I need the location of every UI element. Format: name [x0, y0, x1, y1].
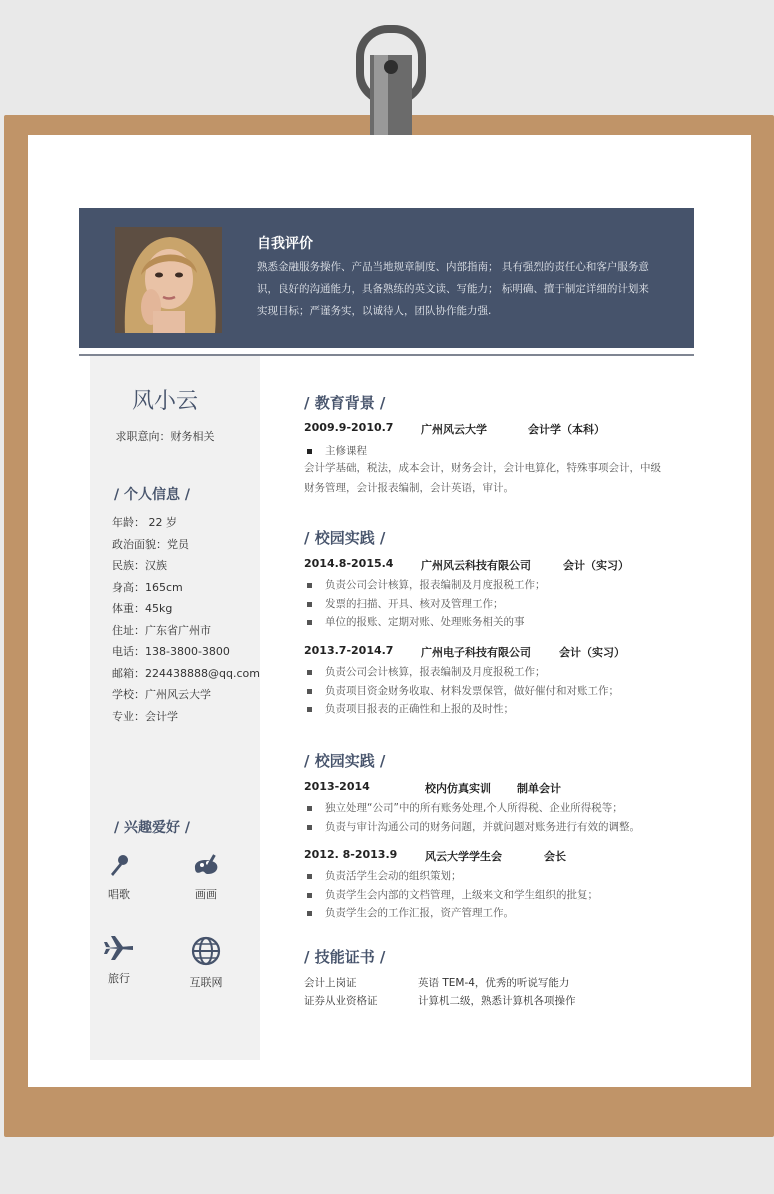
hobby-label: 旅行	[108, 972, 130, 985]
hobby-singing	[89, 852, 149, 902]
skill-left: 会计上岗证	[304, 977, 357, 989]
globe-icon	[191, 936, 221, 966]
profile-photo	[115, 227, 222, 333]
entry-period: 2013.7-2014.7	[304, 644, 394, 657]
info-age: 年龄： 22 岁	[112, 516, 177, 529]
airplane-icon	[103, 934, 135, 962]
info-address: 住址：广东省广州市	[112, 623, 211, 637]
hobby-label: 唱歌	[108, 888, 130, 901]
education-school: 广州风云大学	[421, 423, 487, 436]
job-intent: 求职意向：财务相关	[115, 430, 215, 443]
skill-row	[304, 974, 570, 992]
bullet-item: 独立处理“公司”中的所有账务处理,个人所得税、企业所得税等；	[304, 799, 640, 818]
campus-entry-bullets	[304, 867, 598, 923]
bullet-item: 负责与审计沟通公司的财务问题，并就问题对账务进行有效的调整。	[304, 818, 640, 837]
bullet-item: 负责活学生会动的组织策划；	[304, 867, 598, 886]
education-courses: 会计学基础，税法，成本会计，财务会计，会计电算化，特殊事项会计，中级财务管理，会计报表编制，会计英语，审计。	[304, 462, 661, 494]
education-period: 2009.9-2010.7	[304, 421, 394, 434]
entry-period: 2014.8-2015.4	[304, 557, 394, 570]
entry-role: 会计（实习）	[559, 646, 625, 659]
skills-list	[304, 974, 576, 1010]
entry-org: 风云大学学生会	[425, 850, 502, 863]
self-evaluation-title: 自我评价	[257, 236, 313, 252]
bullet-item: 负责项目资金财务收取、材料发票保管，做好催付和对账工作；	[304, 682, 619, 701]
entry-role: 会长	[544, 850, 566, 863]
info-email: 邮箱：224438888@qq.com	[112, 666, 260, 680]
bullet-item: 负责项目报表的正确性和上报的及时性；	[304, 700, 619, 719]
info-political: 政治面貌：党员	[112, 537, 189, 551]
skill-right: 英语 TEM-4，优秀的听说写能力	[418, 977, 570, 989]
campus-entry-bullets	[304, 799, 640, 836]
hobby-internet	[176, 936, 236, 990]
skill-left: 证券从业资格证	[304, 995, 378, 1007]
campus-practice-heading: / 校园实践 /	[304, 752, 386, 770]
education-heading: / 教育背景 /	[304, 394, 386, 412]
campus-entry-bullets	[304, 576, 546, 632]
course-label: 主修课程	[304, 442, 367, 461]
candidate-name: 风小云	[131, 389, 198, 414]
hobby-label: 互联网	[189, 976, 223, 989]
bullet-item: 负责公司会计核算，报表编制及月度报税工作；	[304, 663, 619, 682]
bullet-item: 发票的扫描、开具、核对及管理工作；	[304, 595, 546, 614]
entry-period: 2013-2014	[304, 780, 370, 793]
info-ethnicity: 民族：汉族	[112, 559, 167, 572]
entry-org: 校内仿真实训	[425, 782, 491, 795]
hobbies-heading: / 兴趣爱好 /	[114, 820, 190, 836]
campus-practice-heading: / 校园实践 /	[304, 529, 386, 547]
bullet-item: 负责学生会内部的文档管理，上级来文和学生组织的批复；	[304, 886, 598, 905]
bullet-item: 负责学生会的工作汇报，资产管理工作。	[304, 904, 598, 923]
education-major: 会计学（本科）	[528, 423, 605, 436]
microphone-icon	[106, 852, 132, 878]
info-weight: 体重：45kg	[112, 602, 173, 615]
bullet-item: 负责公司会计核算，报表编制及月度报税工作；	[304, 576, 546, 595]
personal-info-heading: / 个人信息 /	[114, 487, 190, 503]
skill-row	[304, 992, 576, 1010]
personal-info-list	[112, 512, 260, 727]
hobby-label: 画画	[195, 888, 217, 901]
campus-entry-bullets	[304, 663, 619, 719]
entry-org: 广州风云科技有限公司	[421, 559, 531, 572]
entry-org: 广州电子科技有限公司	[421, 646, 531, 659]
info-phone: 电话：138-3800-3800	[112, 645, 230, 658]
sidebar	[90, 356, 260, 1060]
info-major: 专业：会计学	[112, 709, 178, 723]
hobby-painting	[176, 852, 236, 902]
info-height: 身高：165cm	[112, 580, 183, 594]
palette-icon	[192, 852, 220, 878]
entry-period: 2012. 8-2013.9	[304, 848, 398, 861]
bullet-item: 单位的报账、定期对账、处理账务相关的事	[304, 613, 546, 632]
hobby-travel	[89, 934, 149, 986]
self-evaluation-text: 熟悉金融服务操作、产品当地规章制度、内部指南； 具有强烈的责任心和客户服务意识，良好的沟通能力，具备熟练的英文读、写能力； 标明确、擅于制定详细的计划来实现目标；严谨务实，以诚待人，团队协作能力强.	[257, 261, 649, 317]
entry-role: 会计（实习）	[563, 559, 629, 572]
skill-right: 计算机二级，熟悉计算机各项操作	[418, 995, 576, 1007]
entry-role: 制单会计	[517, 782, 561, 795]
skills-heading: / 技能证书 /	[304, 948, 386, 966]
info-school: 学校：广州风云大学	[112, 688, 211, 701]
self-evaluation-header	[79, 208, 694, 348]
